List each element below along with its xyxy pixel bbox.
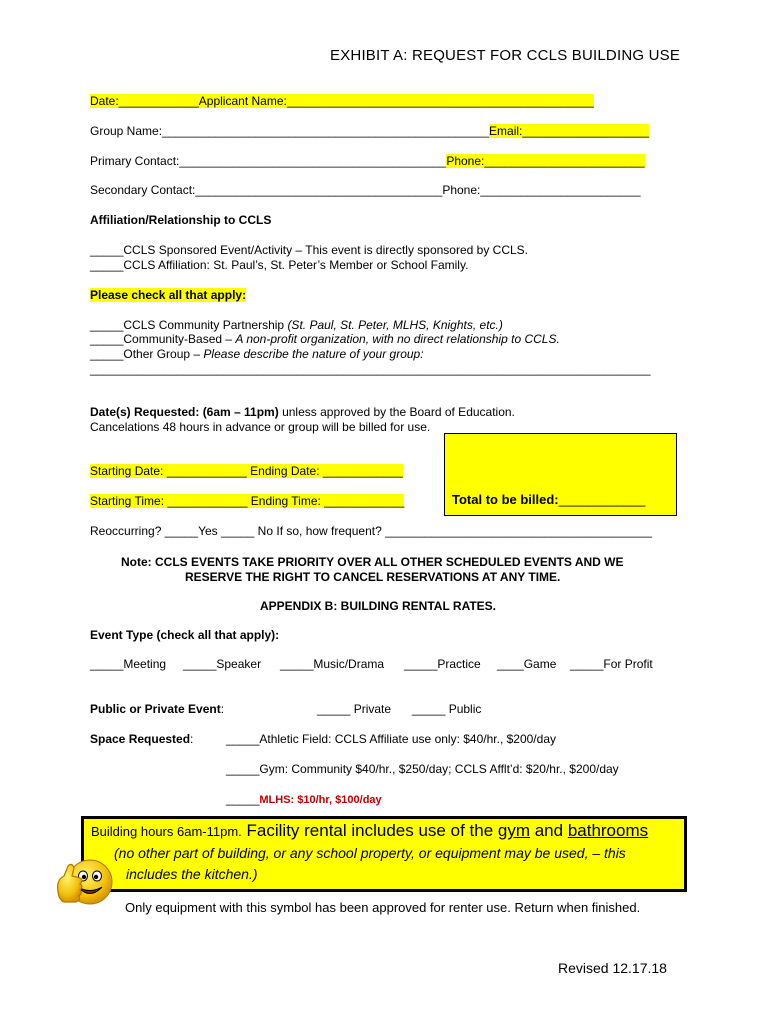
page-title: EXHIBIT A: REQUEST FOR CCLS BUILDING USE — [330, 47, 681, 64]
restriction-line2: includes the kitchen.) — [126, 866, 258, 882]
building-hours: Building hours 6am-11pm. — [91, 824, 242, 839]
reoccurring-row[interactable]: Reoccurring? _____Yes _____ No If so, how frequent? ________________________________________ — [90, 524, 653, 538]
affiliation-option-sponsored[interactable]: _____CCLS Sponsored Event/Activity – This event is directly sponsored by CCLS. — [90, 243, 528, 257]
option-label: _____Other Group – — [90, 347, 204, 361]
starting-date-label: Starting Date: — [90, 464, 164, 478]
public-option[interactable]: _____ Public — [412, 702, 482, 716]
group-name-field[interactable]: Group Name:_________________________________________________ — [90, 124, 490, 138]
option-label: _____CCLS Community Partnership — [90, 318, 288, 332]
event-type-heading: Event Type (check all that apply): — [90, 628, 280, 642]
space-athletic-field[interactable]: _____Athletic Field: CCLS Affiliate use only: $40/hr., $200/day — [226, 732, 556, 746]
dates-requested-line — [90, 405, 515, 419]
equipment-note: Only equipment with this symbol has been approved for renter use. Return when finished. — [125, 900, 641, 915]
and-text: and — [530, 821, 568, 840]
revised-date: Revised 12.17.18 — [558, 960, 667, 976]
applicant-name-field[interactable]: Applicant Name:______________________________________________ — [198, 94, 594, 108]
primary-contact-row — [90, 154, 645, 168]
facility-text: Facility rental includes use of the — [241, 821, 498, 840]
ending-time-label: Ending Time: — [250, 494, 321, 508]
group-description-line[interactable]: ____________________________________________________________________________________ — [90, 362, 651, 376]
date-row — [90, 94, 594, 108]
event-speaker[interactable]: _____Speaker — [183, 657, 262, 671]
priority-note-line2: RESERVE THE RIGHT TO CANCEL RESERVATIONS AT ANY TIME. — [185, 570, 561, 584]
bathrooms-text: bathrooms — [567, 821, 649, 840]
mlhs-rate: MLHS: $10/hr, $100/day — [259, 794, 382, 806]
secondary-contact-row — [90, 183, 641, 197]
public-private-text: Public or Private Event — [90, 702, 221, 716]
starting-date-field[interactable]: ____________ — [163, 464, 251, 478]
colon: : — [220, 702, 225, 716]
space-gym[interactable]: _____Gym: Community $40/hr., $250/day; CCLS Afflt’d: $20/hr., $200/day — [226, 762, 619, 776]
mlhs-blank: _____ — [226, 792, 260, 806]
option-community-based[interactable] — [90, 332, 560, 346]
ending-date-field[interactable]: ____________ — [319, 464, 403, 478]
thumbs-up-smiley-icon — [50, 848, 116, 914]
option-note: Please describe the nature of your group: — [203, 347, 424, 361]
primary-contact-field[interactable]: Primary Contact:________________________________________ — [90, 154, 447, 168]
public-private-label — [90, 702, 224, 716]
group-row — [90, 124, 649, 138]
ending-time-field[interactable]: ____________ — [320, 494, 405, 508]
total-billed-label: Total to be billed: — [452, 492, 559, 507]
affiliation-heading: Affiliation/Relationship to CCLS — [90, 213, 272, 227]
appendix-title: APPENDIX B: BUILDING RENTAL RATES. — [260, 599, 497, 613]
secondary-contact-field[interactable]: Secondary Contact:_____________________________________ — [90, 183, 443, 197]
priority-note-line1: Note: CCLS EVENTS TAKE PRIORITY OVER ALL OTHER SCHEDULED EVENTS AND WE — [121, 555, 624, 569]
total-billed-field[interactable]: ____________ — [558, 492, 646, 507]
cancelation-note: Cancelations 48 hours in advance or group will be billed for use. — [90, 420, 431, 434]
building-hours-line — [91, 821, 648, 841]
space-requested-text: Space Requested — [90, 732, 191, 746]
colon: : — [190, 732, 194, 746]
starting-date-row — [90, 464, 403, 478]
ending-date-label: Ending Date: — [250, 464, 320, 478]
starting-time-label: Starting Time: — [90, 494, 165, 508]
event-practice[interactable]: _____Practice — [404, 657, 481, 671]
check-all-heading: Please check all that apply: — [90, 288, 247, 302]
option-label: _____Community-Based – — [90, 332, 236, 346]
phone-field-1[interactable]: Phone:________________________ — [446, 154, 645, 168]
email-field[interactable]: Email:___________________ — [489, 124, 650, 138]
option-note: A non-profit organization, with no direct relationship to CCLS. — [235, 332, 560, 346]
starting-time-field[interactable]: ____________ — [164, 494, 251, 508]
option-note: (St. Paul, St. Peter, MLHS, Knights, etc.) — [287, 318, 503, 332]
event-for-profit[interactable]: _____For Profit — [570, 657, 653, 671]
option-community-partnership[interactable] — [90, 318, 503, 332]
dates-requested-note: unless approved by the Board of Education. — [278, 405, 515, 419]
space-requested-label — [90, 732, 193, 746]
phone-field-2[interactable]: Phone:________________________ — [442, 183, 641, 197]
restriction-line1: (no other part of building, or any school property, or equipment may be used, – this — [114, 845, 626, 861]
event-game[interactable]: ____Game — [497, 657, 557, 671]
space-mlhs[interactable] — [226, 792, 382, 806]
starting-time-row — [90, 494, 404, 508]
event-meeting[interactable]: _____Meeting — [90, 657, 167, 671]
event-music-drama[interactable]: _____Music/Drama — [280, 657, 385, 671]
affiliation-option-affiliation[interactable]: _____CCLS Affiliation: St. Paul’s, St. Peter’s Member or School Family. — [90, 258, 469, 272]
gym-text: gym — [497, 821, 530, 840]
option-other-group[interactable] — [90, 347, 424, 361]
total-billed — [452, 492, 645, 507]
private-option[interactable]: _____ Private — [317, 702, 392, 716]
date-field[interactable]: Date:____________ — [90, 94, 199, 108]
dates-requested-label: Date(s) Requested: (6am – 11pm) — [90, 405, 279, 419]
